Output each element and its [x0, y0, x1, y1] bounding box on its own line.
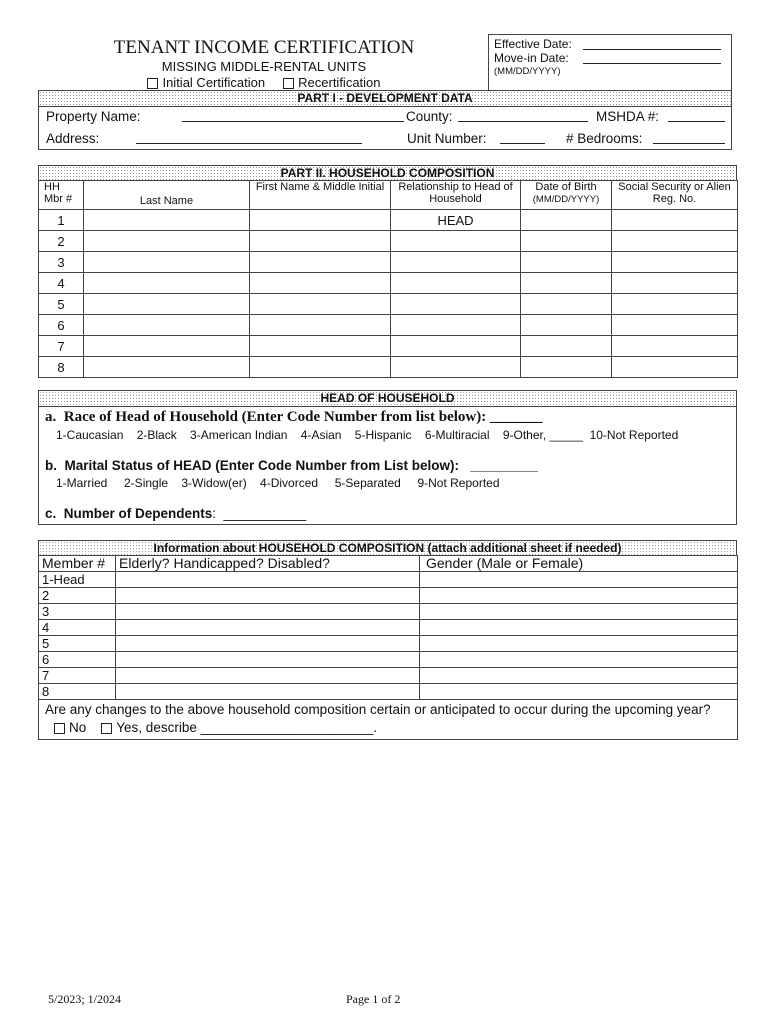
ssn-cell[interactable] — [612, 273, 738, 294]
member-number: 3 — [39, 252, 84, 273]
gender-cell[interactable] — [420, 572, 738, 588]
relationship-cell[interactable] — [391, 231, 521, 252]
member-number: 5 — [39, 294, 84, 315]
gender-cell[interactable] — [420, 684, 738, 700]
first-name-cell[interactable] — [250, 252, 391, 273]
composition-table — [38, 555, 738, 740]
dob-cell[interactable] — [521, 357, 612, 378]
first-name-cell[interactable] — [250, 273, 391, 294]
ssn-cell[interactable] — [612, 294, 738, 315]
col-hh-label: HH — [44, 181, 60, 193]
table-row — [39, 252, 738, 273]
ssn-cell[interactable] — [612, 315, 738, 336]
member-number: 2 — [39, 231, 84, 252]
gender-cell[interactable] — [420, 636, 738, 652]
form-subtitle: MISSING MIDDLE-RENTAL UNITS — [161, 59, 367, 74]
last-name-cell[interactable] — [84, 273, 250, 294]
bedrooms-field[interactable] — [653, 131, 725, 144]
cert-type-row — [40, 75, 488, 90]
relationship-cell[interactable] — [391, 315, 521, 336]
last-name-cell[interactable] — [84, 357, 250, 378]
address-label: Address: — [46, 131, 100, 146]
table-row — [39, 620, 738, 636]
part1-section — [38, 90, 732, 150]
part2-section — [38, 165, 738, 378]
col-last-name-label: Last Name — [139, 195, 194, 207]
col-first-name-label: First Name & Middle Initial — [255, 181, 385, 193]
no-label: No — [69, 720, 87, 735]
table-row — [39, 572, 738, 588]
last-name-cell[interactable] — [84, 252, 250, 273]
revision-date: 5/2023; 1/2024 — [48, 992, 122, 1006]
move-in-date-field[interactable] — [583, 51, 721, 64]
col-mbr-label: Mbr # — [44, 193, 73, 205]
relationship-cell[interactable] — [391, 357, 521, 378]
yes-checkbox[interactable] — [101, 723, 112, 734]
elderly-cell[interactable] — [116, 668, 420, 684]
table-row — [39, 231, 738, 252]
table-row — [39, 668, 738, 684]
table-row — [39, 604, 738, 620]
col-hh-mbr — [39, 181, 84, 210]
ssn-cell[interactable] — [612, 357, 738, 378]
member-number: 8 — [39, 684, 116, 700]
relationship-cell[interactable] — [391, 336, 521, 357]
dob-cell[interactable] — [521, 231, 612, 252]
move-in-date-label: Move-in Date: — [494, 51, 569, 65]
relationship-cell[interactable] — [391, 252, 521, 273]
table-row — [39, 315, 738, 336]
unit-number-field[interactable] — [500, 131, 545, 144]
col-elderly: Elderly? Handicapped? Disabled? — [116, 556, 420, 572]
dob-cell[interactable] — [521, 294, 612, 315]
table-row — [39, 336, 738, 357]
table-row — [39, 652, 738, 668]
changes-answer-row — [42, 719, 734, 737]
dates-box — [488, 34, 732, 92]
member-number: 2 — [39, 588, 116, 604]
ssn-cell[interactable] — [612, 210, 738, 231]
gender-cell[interactable] — [420, 668, 738, 684]
dob-cell[interactable] — [521, 273, 612, 294]
effective-date-label: Effective Date: — [494, 37, 572, 51]
first-name-cell[interactable] — [250, 315, 391, 336]
info-title: Information about HOUSEHOLD COMPOSITION (attach additional sheet if needed) — [38, 540, 737, 555]
head-of-household-section — [38, 390, 737, 525]
address-field[interactable] — [136, 131, 362, 144]
table-row — [39, 273, 738, 294]
member-number: 6 — [39, 652, 116, 668]
bedrooms-label: # Bedrooms: — [566, 131, 643, 146]
elderly-cell[interactable] — [116, 636, 420, 652]
elderly-cell[interactable] — [116, 620, 420, 636]
dob-cell[interactable] — [521, 315, 612, 336]
table-row — [39, 357, 738, 378]
elderly-cell[interactable] — [116, 588, 420, 604]
no-checkbox[interactable] — [54, 723, 65, 734]
member-number: 7 — [39, 668, 116, 684]
effective-date-field[interactable] — [583, 37, 721, 50]
col-gender: Gender (Male or Female) — [420, 556, 738, 572]
initial-certification-label: Initial Certification — [162, 75, 266, 90]
relationship-cell: HEAD — [391, 210, 521, 231]
member-number: 3 — [39, 604, 116, 620]
relationship-cell[interactable] — [391, 294, 521, 315]
mshda-label: MSHDA #: — [596, 109, 660, 124]
col-ssn — [612, 181, 738, 210]
elderly-cell[interactable] — [116, 684, 420, 700]
dependents-field[interactable]: : ___________ — [212, 506, 307, 521]
member-number: 7 — [39, 336, 84, 357]
last-name-cell[interactable] — [84, 336, 250, 357]
col-dob-label: Date of Birth — [535, 181, 597, 193]
first-name-cell[interactable] — [250, 231, 391, 252]
elderly-cell[interactable] — [116, 572, 420, 588]
member-number: 5 — [39, 636, 116, 652]
gender-cell[interactable] — [420, 652, 738, 668]
member-number: 6 — [39, 315, 84, 336]
table-row — [39, 636, 738, 652]
col-ssn-label: Social Security or Alien Reg. No. — [618, 181, 731, 205]
dob-cell[interactable] — [521, 210, 612, 231]
member-number: 8 — [39, 357, 84, 378]
ssn-cell[interactable] — [612, 252, 738, 273]
county-label: County: — [406, 109, 453, 124]
last-name-cell[interactable] — [84, 294, 250, 315]
col-relationship — [391, 181, 521, 210]
marital-codes: 1-Married 2-Single 3-Widow(er) 4-Divorced 5-Separated 9-Not Reported — [56, 476, 500, 490]
household-table — [38, 180, 738, 378]
part1-title: PART I - DEVELOPMENT DATA — [39, 91, 731, 107]
last-name-cell[interactable] — [84, 210, 250, 231]
changes-question-cell — [39, 700, 738, 740]
table-row — [39, 588, 738, 604]
race-codes: 1-Caucasian 2-Black 3-American Indian 4-Asian 5-Hispanic 6-Multiracial 9-Other, _____ 10-Not Reported — [56, 428, 679, 442]
col-member: Member # — [39, 556, 116, 572]
dependents-row — [45, 506, 306, 521]
recertification-checkbox[interactable] — [283, 78, 294, 89]
col-dob-format: (MM/DD/YYYY) — [532, 194, 600, 205]
last-name-cell[interactable] — [84, 315, 250, 336]
first-name-cell[interactable] — [250, 357, 391, 378]
mshda-field[interactable] — [668, 109, 725, 122]
first-name-cell[interactable] — [250, 210, 391, 231]
form-title: TENANT INCOME CERTIFICATION — [113, 37, 415, 58]
col-dob — [521, 181, 612, 210]
gender-cell[interactable] — [420, 604, 738, 620]
page-number: Page 1 of 2 — [346, 992, 401, 1006]
elderly-cell[interactable] — [116, 604, 420, 620]
changes-question: Are any changes to the above household composition certain or anticipated to occur during the upcoming year? — [45, 702, 711, 717]
property-name-label: Property Name: — [46, 109, 141, 124]
part2-title: PART II. HOUSEHOLD COMPOSITION — [38, 165, 737, 180]
ssn-cell[interactable] — [612, 336, 738, 357]
member-number: 4 — [39, 620, 116, 636]
member-number: 1 — [39, 210, 84, 231]
property-name-field[interactable] — [182, 109, 404, 122]
last-name-cell[interactable] — [84, 231, 250, 252]
col-relationship-label: Relationship to Head of Household — [398, 181, 513, 205]
dob-cell[interactable] — [521, 336, 612, 357]
unit-number-label: Unit Number: — [407, 131, 487, 146]
first-name-cell[interactable] — [250, 294, 391, 315]
gender-cell[interactable] — [420, 620, 738, 636]
elderly-cell[interactable] — [116, 652, 420, 668]
table-row — [39, 294, 738, 315]
table-row — [39, 210, 738, 231]
table-row — [39, 684, 738, 700]
first-name-cell[interactable] — [250, 336, 391, 357]
col-first-name — [250, 181, 391, 210]
dependents-question: c. Number of Dependents — [45, 506, 213, 521]
ssn-cell[interactable] — [612, 231, 738, 252]
relationship-cell[interactable] — [391, 273, 521, 294]
marital-question: b. Marital Status of HEAD (Enter Code Number from List below): _________ — [45, 458, 538, 473]
race-question: a. Race of Head of Household (Enter Code Number from list below): _______ — [45, 409, 543, 425]
hoh-title: HEAD OF HOUSEHOLD — [39, 391, 736, 407]
gender-cell[interactable] — [420, 588, 738, 604]
info-section — [38, 540, 738, 740]
county-field[interactable] — [458, 109, 588, 122]
member-number: 4 — [39, 273, 84, 294]
yes-label: Yes, describe _______________________. — [116, 720, 378, 735]
initial-certification-checkbox[interactable] — [147, 78, 158, 89]
date-format-hint: (MM/DD/YYYY) — [494, 66, 561, 77]
col-last-name — [84, 181, 250, 210]
member-number: 1-Head — [39, 572, 116, 588]
dob-cell[interactable] — [521, 252, 612, 273]
recertification-label: Recertification — [298, 75, 381, 90]
